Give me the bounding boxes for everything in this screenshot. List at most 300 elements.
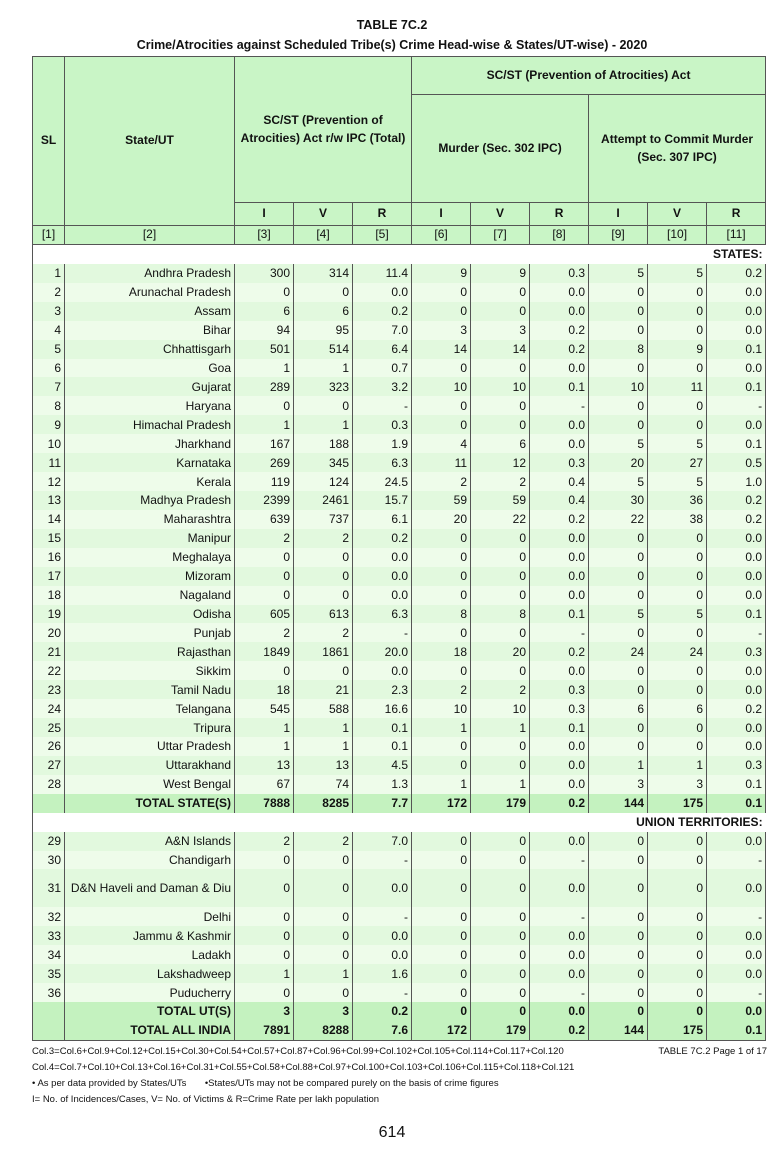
row-value: 0.1 xyxy=(707,1021,766,1040)
row-value: 2 xyxy=(294,623,353,642)
row-value: 15.7 xyxy=(353,491,412,510)
row-sl: 21 xyxy=(33,642,65,661)
row-value: 0 xyxy=(294,869,353,907)
header-act-group: SC/ST (Prevention of Atrocities) Act xyxy=(412,57,766,95)
row-value: 0 xyxy=(589,869,648,907)
row-value: 0.0 xyxy=(707,737,766,756)
row-name: Madhya Pradesh xyxy=(65,491,235,510)
row-value: 0 xyxy=(589,661,648,680)
row-name: Nagaland xyxy=(65,586,235,605)
row-value: 0.2 xyxy=(530,1021,589,1040)
row-name: Meghalaya xyxy=(65,548,235,567)
row-value: 0.3 xyxy=(530,680,589,699)
row-value: 0.0 xyxy=(530,529,589,548)
row-value: 0.0 xyxy=(530,661,589,680)
row-sl: 31 xyxy=(33,869,65,907)
row-value: 8288 xyxy=(294,1021,353,1040)
table-row xyxy=(33,567,766,586)
row-sl: 4 xyxy=(33,321,65,340)
row-value: 6.4 xyxy=(353,340,412,359)
row-value: - xyxy=(530,907,589,926)
row-value: 289 xyxy=(235,377,294,396)
row-value: 167 xyxy=(235,434,294,453)
row-value: - xyxy=(353,396,412,415)
row-value: 1 xyxy=(294,415,353,434)
row-name: Chhattisgarh xyxy=(65,340,235,359)
row-value: 0 xyxy=(589,945,648,964)
row-value: 0 xyxy=(589,926,648,945)
row-value: 0 xyxy=(471,302,530,321)
row-value: 22 xyxy=(589,510,648,529)
row-value: 175 xyxy=(648,794,707,813)
row-value: - xyxy=(353,851,412,870)
row-sl: 17 xyxy=(33,567,65,586)
footnote-page-ref: TABLE 7C.2 Page 1 of 17 xyxy=(658,1046,767,1057)
row-value: 0.2 xyxy=(353,1002,412,1021)
row-value: 0 xyxy=(648,964,707,983)
row-sl: 9 xyxy=(33,415,65,434)
row-value: 0 xyxy=(648,832,707,851)
row-value: 1 xyxy=(235,359,294,378)
row-value: 6 xyxy=(294,302,353,321)
row-value: 124 xyxy=(294,472,353,491)
row-value: 545 xyxy=(235,699,294,718)
header-total-group: SC/ST (Prevention of Atrocities) Act r/w IPC (Total) xyxy=(235,57,412,203)
row-value: 0 xyxy=(589,623,648,642)
row-value: 0.0 xyxy=(530,756,589,775)
row-value: 30 xyxy=(589,491,648,510)
row-value: 0 xyxy=(471,945,530,964)
row-name: West Bengal xyxy=(65,775,235,794)
row-value: 0 xyxy=(589,983,648,1002)
table-row xyxy=(33,642,766,661)
row-value: 0 xyxy=(235,283,294,302)
row-sl: 23 xyxy=(33,680,65,699)
row-value: 0 xyxy=(412,926,471,945)
row-value: 0 xyxy=(471,851,530,870)
row-value: 0.1 xyxy=(530,377,589,396)
row-value: 0 xyxy=(648,359,707,378)
row-value: 0 xyxy=(235,983,294,1002)
row-value: 0.0 xyxy=(707,926,766,945)
row-sl: 32 xyxy=(33,907,65,926)
row-value: 7891 xyxy=(235,1021,294,1040)
row-value: 0 xyxy=(412,851,471,870)
row-sl: 7 xyxy=(33,377,65,396)
row-value: 0 xyxy=(294,283,353,302)
header-colnum: [9] xyxy=(589,226,648,245)
row-value: 0.0 xyxy=(353,869,412,907)
header-colnum: [3] xyxy=(235,226,294,245)
row-value: 0.0 xyxy=(353,945,412,964)
row-value: 0 xyxy=(412,586,471,605)
row-sl: 28 xyxy=(33,775,65,794)
row-value: 0 xyxy=(648,302,707,321)
footnote-legend: I= No. of Incidences/Cases, V= No. of Victims & R=Crime Rate per lakh population xyxy=(32,1094,380,1105)
row-name: Puducherry xyxy=(65,983,235,1002)
row-value: 0 xyxy=(294,661,353,680)
row-sl: 26 xyxy=(33,737,65,756)
header-colnum: [10] xyxy=(648,226,707,245)
row-value: 0 xyxy=(471,756,530,775)
row-value: 0.0 xyxy=(707,302,766,321)
row-value: 0.3 xyxy=(530,264,589,283)
row-value: 7.7 xyxy=(353,794,412,813)
row-value: 0 xyxy=(648,396,707,415)
table-row xyxy=(33,264,766,283)
row-value: 0 xyxy=(648,926,707,945)
row-sl: 15 xyxy=(33,529,65,548)
row-value: 0.3 xyxy=(353,415,412,434)
row-value: 0.0 xyxy=(353,283,412,302)
row-value: 0 xyxy=(471,661,530,680)
row-value: 0 xyxy=(648,1002,707,1021)
table-row xyxy=(33,983,766,1002)
row-value: 0 xyxy=(235,945,294,964)
row-value: 1 xyxy=(235,718,294,737)
row-value: 0 xyxy=(589,964,648,983)
row-sl: 16 xyxy=(33,548,65,567)
row-value: 0 xyxy=(589,737,648,756)
table-body xyxy=(33,245,766,1041)
row-value: 0 xyxy=(589,359,648,378)
row-value: 1 xyxy=(412,718,471,737)
row-value: 0.0 xyxy=(530,964,589,983)
row-value: 0 xyxy=(235,926,294,945)
row-value: 0.1 xyxy=(707,434,766,453)
row-value: 119 xyxy=(235,472,294,491)
row-value: 1.0 xyxy=(707,472,766,491)
row-value: 1.9 xyxy=(353,434,412,453)
header-subcol: V xyxy=(471,203,530,226)
row-value: 0.0 xyxy=(707,548,766,567)
row-value: 0 xyxy=(648,907,707,926)
row-value: 0 xyxy=(648,661,707,680)
row-value: 38 xyxy=(648,510,707,529)
row-value: 0 xyxy=(294,926,353,945)
row-value: 0.1 xyxy=(707,794,766,813)
row-value: 2 xyxy=(471,472,530,491)
row-value: 172 xyxy=(412,794,471,813)
row-value: 0.0 xyxy=(353,567,412,586)
row-value: 1 xyxy=(294,718,353,737)
row-value: 0 xyxy=(471,964,530,983)
row-value: 0 xyxy=(471,869,530,907)
row-value: 0.1 xyxy=(707,377,766,396)
row-name: TOTAL UT(S) xyxy=(65,1002,235,1021)
table-row xyxy=(33,964,766,983)
header-colnum: [11] xyxy=(707,226,766,245)
row-sl: 10 xyxy=(33,434,65,453)
row-value: 0.1 xyxy=(353,718,412,737)
page-number: 614 xyxy=(378,1124,406,1141)
row-value: 0 xyxy=(235,567,294,586)
table-row xyxy=(33,718,766,737)
row-value: 0.2 xyxy=(530,642,589,661)
row-name: Sikkim xyxy=(65,661,235,680)
row-value: 0.0 xyxy=(530,737,589,756)
row-value: 27 xyxy=(648,453,707,472)
row-value: 14 xyxy=(412,340,471,359)
table-row xyxy=(33,699,766,718)
row-value: 12 xyxy=(471,453,530,472)
row-value: 0 xyxy=(589,832,648,851)
row-sl: 27 xyxy=(33,756,65,775)
row-value: 10 xyxy=(412,377,471,396)
row-value: 0 xyxy=(412,756,471,775)
row-value: 314 xyxy=(294,264,353,283)
row-value: 0.0 xyxy=(530,775,589,794)
row-sl: 2 xyxy=(33,283,65,302)
row-value: 0 xyxy=(589,680,648,699)
row-name: Himachal Pradesh xyxy=(65,415,235,434)
row-value: 588 xyxy=(294,699,353,718)
header-attempt: Attempt to Commit Murder (Sec. 307 IPC) xyxy=(589,95,766,203)
row-sl: 19 xyxy=(33,605,65,624)
row-value: 1 xyxy=(294,359,353,378)
table-row xyxy=(33,907,766,926)
row-value: 13 xyxy=(235,756,294,775)
row-value: 514 xyxy=(294,340,353,359)
row-value: - xyxy=(530,396,589,415)
row-value: 1 xyxy=(235,737,294,756)
row-value: 0 xyxy=(471,548,530,567)
row-value: 0 xyxy=(294,548,353,567)
row-value: 3 xyxy=(412,321,471,340)
row-value: 0.0 xyxy=(707,680,766,699)
row-name: Tripura xyxy=(65,718,235,737)
row-value: 0 xyxy=(589,415,648,434)
table-subtitle: Crime/Atrocities against Scheduled Tribe(s) Crime Head-wise & States/UT-wise) - 2020 xyxy=(136,38,648,52)
row-name: Rajasthan xyxy=(65,642,235,661)
row-value: 9 xyxy=(412,264,471,283)
row-name: Chandigarh xyxy=(65,851,235,870)
row-value: - xyxy=(707,851,766,870)
row-value: 737 xyxy=(294,510,353,529)
section-row xyxy=(33,245,766,264)
row-value: 0 xyxy=(235,548,294,567)
row-sl: 24 xyxy=(33,699,65,718)
row-value: 0 xyxy=(294,567,353,586)
row-value: 0 xyxy=(648,548,707,567)
row-value: - xyxy=(353,907,412,926)
row-value: 7888 xyxy=(235,794,294,813)
row-value: - xyxy=(707,396,766,415)
row-value: 0 xyxy=(294,945,353,964)
row-value: 2 xyxy=(235,832,294,851)
row-value: 0 xyxy=(589,548,648,567)
row-value: 2 xyxy=(412,680,471,699)
row-value: 0.1 xyxy=(707,775,766,794)
row-value: 0 xyxy=(235,869,294,907)
row-value: 2 xyxy=(294,529,353,548)
header-subcol: V xyxy=(648,203,707,226)
footnote-note-1: • As per data provided by States/UTs xyxy=(32,1078,187,1089)
row-value: 0 xyxy=(412,983,471,1002)
row-value: 188 xyxy=(294,434,353,453)
row-value: 5 xyxy=(589,605,648,624)
table-row xyxy=(33,377,766,396)
row-value: 1849 xyxy=(235,642,294,661)
row-value: 0.0 xyxy=(707,586,766,605)
row-value: 0.0 xyxy=(707,529,766,548)
row-value: 0 xyxy=(589,1002,648,1021)
row-value: 0.0 xyxy=(530,1002,589,1021)
row-value: 0 xyxy=(412,415,471,434)
row-value: 0 xyxy=(412,548,471,567)
total-row xyxy=(33,794,766,813)
row-value: - xyxy=(707,907,766,926)
row-value: 0.3 xyxy=(707,642,766,661)
row-value: 0 xyxy=(412,737,471,756)
row-value: 0 xyxy=(471,737,530,756)
row-value: 0 xyxy=(589,586,648,605)
row-value: 0 xyxy=(589,907,648,926)
row-value: 59 xyxy=(471,491,530,510)
row-value: 8 xyxy=(412,605,471,624)
row-value: 0 xyxy=(235,851,294,870)
row-value: 3.2 xyxy=(353,377,412,396)
row-name: Jharkhand xyxy=(65,434,235,453)
row-value: 6.3 xyxy=(353,605,412,624)
table-row xyxy=(33,680,766,699)
table-row xyxy=(33,851,766,870)
row-name: Andhra Pradesh xyxy=(65,264,235,283)
row-value: 36 xyxy=(648,491,707,510)
row-value: 5 xyxy=(648,264,707,283)
row-value: 0.0 xyxy=(707,661,766,680)
row-sl: 35 xyxy=(33,964,65,983)
row-value: 0 xyxy=(589,718,648,737)
row-value: 0 xyxy=(412,945,471,964)
row-value: 0.2 xyxy=(707,699,766,718)
header-colnum: [7] xyxy=(471,226,530,245)
header-colnum: [6] xyxy=(412,226,471,245)
row-value: 0 xyxy=(412,661,471,680)
row-sl xyxy=(33,794,65,813)
row-sl: 11 xyxy=(33,453,65,472)
table-row xyxy=(33,491,766,510)
row-value: 0 xyxy=(412,964,471,983)
row-value: 345 xyxy=(294,453,353,472)
row-value: 0 xyxy=(648,623,707,642)
row-value: 1.3 xyxy=(353,775,412,794)
row-name: Uttarakhand xyxy=(65,756,235,775)
row-value: 0 xyxy=(412,359,471,378)
row-value: 0.0 xyxy=(707,1002,766,1021)
row-value: 13 xyxy=(294,756,353,775)
row-value: 0.0 xyxy=(707,945,766,964)
row-value: 0 xyxy=(412,869,471,907)
row-value: 0 xyxy=(412,302,471,321)
row-sl: 25 xyxy=(33,718,65,737)
header-colnum: [2] xyxy=(65,226,235,245)
row-value: 0.0 xyxy=(353,661,412,680)
row-value: 0.0 xyxy=(707,964,766,983)
row-value: 0 xyxy=(471,926,530,945)
row-value: 6 xyxy=(471,434,530,453)
table-row xyxy=(33,472,766,491)
row-name: Telangana xyxy=(65,699,235,718)
row-value: 1 xyxy=(235,964,294,983)
row-value: 0 xyxy=(648,718,707,737)
table-row xyxy=(33,321,766,340)
row-value: 0 xyxy=(648,529,707,548)
row-value: 0 xyxy=(648,321,707,340)
table-row xyxy=(33,926,766,945)
row-value: 14 xyxy=(471,340,530,359)
row-value: 0.2 xyxy=(530,794,589,813)
total-row xyxy=(33,1002,766,1021)
table-row xyxy=(33,737,766,756)
row-value: 0 xyxy=(294,907,353,926)
row-value: 0.0 xyxy=(530,945,589,964)
footnote-formula-1: Col.3=Col.6+Col.9+Col.12+Col.15+Col.30+Col.54+Col.57+Col.87+Col.96+Col.99+Col.102+Col.105+Col.114+Col.117+Col.120 xyxy=(32,1046,564,1057)
row-value: 1.6 xyxy=(353,964,412,983)
footnote-note-2: •States/UTs may not be compared purely on the basis of crime figures xyxy=(204,1078,499,1089)
row-value: 0.0 xyxy=(530,302,589,321)
row-value: 2 xyxy=(235,529,294,548)
row-name: Uttar Pradesh xyxy=(65,737,235,756)
row-value: 0 xyxy=(471,907,530,926)
row-value: 0 xyxy=(648,945,707,964)
header-subcol: R xyxy=(530,203,589,226)
row-value: 0.0 xyxy=(353,926,412,945)
row-value: 0 xyxy=(471,983,530,1002)
row-sl: 30 xyxy=(33,851,65,870)
row-name: Bihar xyxy=(65,321,235,340)
row-name: Mizoram xyxy=(65,567,235,586)
row-value: 1 xyxy=(294,964,353,983)
row-value: 0.0 xyxy=(707,832,766,851)
row-sl: 33 xyxy=(33,926,65,945)
row-value: 5 xyxy=(589,472,648,491)
footnotes xyxy=(32,1044,767,1108)
footnote-formula-2: Col.4=Col.7+Col.10+Col.13+Col.16+Col.31+Col.55+Col.58+Col.88+Col.97+Col.100+Col.103+Col.106+Col.115+Col.118+Col.121 xyxy=(32,1062,575,1073)
row-value: 0 xyxy=(471,359,530,378)
row-value: 2461 xyxy=(294,491,353,510)
row-value: - xyxy=(353,623,412,642)
row-value: 0.0 xyxy=(530,567,589,586)
row-value: - xyxy=(707,623,766,642)
row-value: 24.5 xyxy=(353,472,412,491)
row-value: 6 xyxy=(589,699,648,718)
section-label: UNION TERRITORIES: xyxy=(33,813,766,832)
row-value: 0.0 xyxy=(707,359,766,378)
row-name: Manipur xyxy=(65,529,235,548)
row-value: 0 xyxy=(412,1002,471,1021)
table-row xyxy=(33,775,766,794)
row-value: 0.4 xyxy=(530,472,589,491)
row-value: 6 xyxy=(235,302,294,321)
header-colnum: [4] xyxy=(294,226,353,245)
row-value: 1 xyxy=(648,756,707,775)
row-value: 8 xyxy=(471,605,530,624)
header-subcol: R xyxy=(707,203,766,226)
row-value: - xyxy=(353,983,412,1002)
row-value: 0 xyxy=(412,907,471,926)
row-value: 0 xyxy=(648,851,707,870)
row-name: Karnataka xyxy=(65,453,235,472)
row-value: 0.0 xyxy=(530,586,589,605)
row-name: Goa xyxy=(65,359,235,378)
row-value: 0.0 xyxy=(707,321,766,340)
row-name: A&N Islands xyxy=(65,832,235,851)
row-value: 0.2 xyxy=(353,529,412,548)
row-value: 0.0 xyxy=(707,718,766,737)
row-value: 0 xyxy=(589,283,648,302)
section-row xyxy=(33,813,766,832)
